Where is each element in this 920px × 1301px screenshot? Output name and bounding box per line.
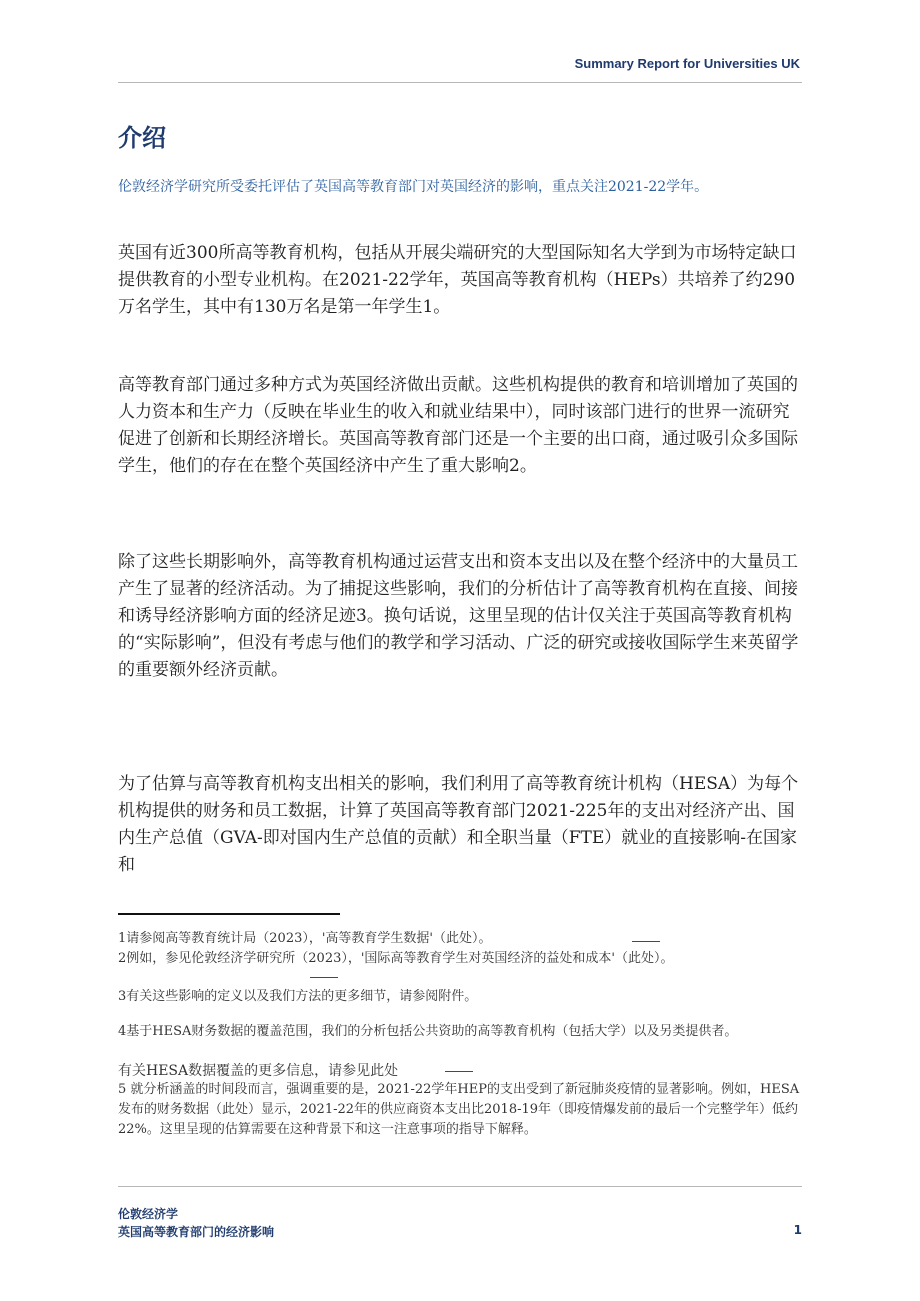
- footnote-1-link[interactable]: [632, 941, 660, 942]
- footnote-4: 4基于HESA财务数据的覆盖范围，我们的分析包括公共资助的高等教育机构（包括大学）以及另类提供者。: [118, 1024, 738, 1039]
- lead-summary: 伦敦经济学研究所受委托评估了英国高等教育部门对英国经济的影响，重点关注2021-22学年。: [118, 179, 709, 195]
- paragraph-4: 为了估算与高等教育机构支出相关的影响，我们利用了高等教育统计机构（HESA）为每个机构提供的财务和员工数据，计算了英国高等教育部门2021-225年的支出对经济产出、国内生产总值（GVA-即对国内生产总值的贡献）和全职当量（FTE）就业的直接影响-在国家和: [118, 774, 799, 875]
- footnote-3: 3有关这些影响的定义以及我们方法的更多细节，请参阅附件。: [118, 989, 478, 1004]
- footnote-1: 1请参阅高等教育统计局（2023），'高等教育学生数据'（此处）。: [118, 931, 492, 946]
- page-number: 1: [793, 1223, 802, 1237]
- footnote-5: 5 就分析涵盖的时间段而言，强调重要的是，2021-22学年HEP的支出受到了新冠肺炎疫情的显著影响。例如，HESA发布的财务数据（此处）显示，2021-22年的供应商资本支出比2018-19年（即疫情爆发前的最后一个完整学年）低约22%。这里呈现的估算需要在这种背景下和这一注意事项的指导下解释。: [118, 1082, 800, 1137]
- paragraph-2: 高等教育部门通过多种方式为英国经济做出贡献。这些机构提供的教育和培训增加了英国的人力资本和生产力（反映在毕业生的收入和就业结果中），同时该部门进行的世界一流研究促进了创新和长期经济增长。英国高等教育部门还是一个主要的出口商，通过吸引众多国际学生，他们的存在在整个英国经济中产生了重大影响2。: [118, 375, 798, 476]
- paragraph-1: 英国有近300所高等教育机构，包括从开展尖端研究的大型国际知名大学到为市场特定缺口提供教育的小型专业机构。在2021-22学年，英国高等教育机构（HEPs）共培养了约290万名学生，其中有130万名是第一年学生1。: [118, 243, 797, 317]
- footer-subtitle: 英国高等教育部门的经济影响: [118, 1225, 275, 1239]
- footnote-4-link[interactable]: [445, 1071, 473, 1072]
- paragraph-3: 除了这些长期影响外，高等教育机构通过运营支出和资本支出以及在整个经济中的大量员工产生了显著的经济活动。为了捕捉这些影响，我们的分析估计了高等教育机构在直接、间接和诱导经济影响方面的经济足迹3。换句话说，这里呈现的估计仅关注于英国高等教育机构的“实际影响”，但没有考虑与他们的教学和学习活动、广泛的研究或接收国际学生来英留学的重要额外经济贡献。: [118, 552, 799, 680]
- footnote-divider: [118, 913, 340, 915]
- header-divider: [118, 82, 802, 83]
- report-header-title: Summary Report for Universities UK: [574, 56, 800, 71]
- footnote-2-link[interactable]: [310, 977, 338, 978]
- footnote-4-more-info: 有关HESA数据覆盖的更多信息，请参见此处: [118, 1063, 399, 1079]
- footer-organization: 伦敦经济学: [118, 1207, 179, 1221]
- footer-divider: [118, 1186, 802, 1187]
- footnote-2: 2例如，参见伦敦经济学研究所（2023），'国际高等教育学生对英国经济的益处和成本'（此处）。: [118, 951, 674, 966]
- page-title: 介绍: [118, 124, 166, 152]
